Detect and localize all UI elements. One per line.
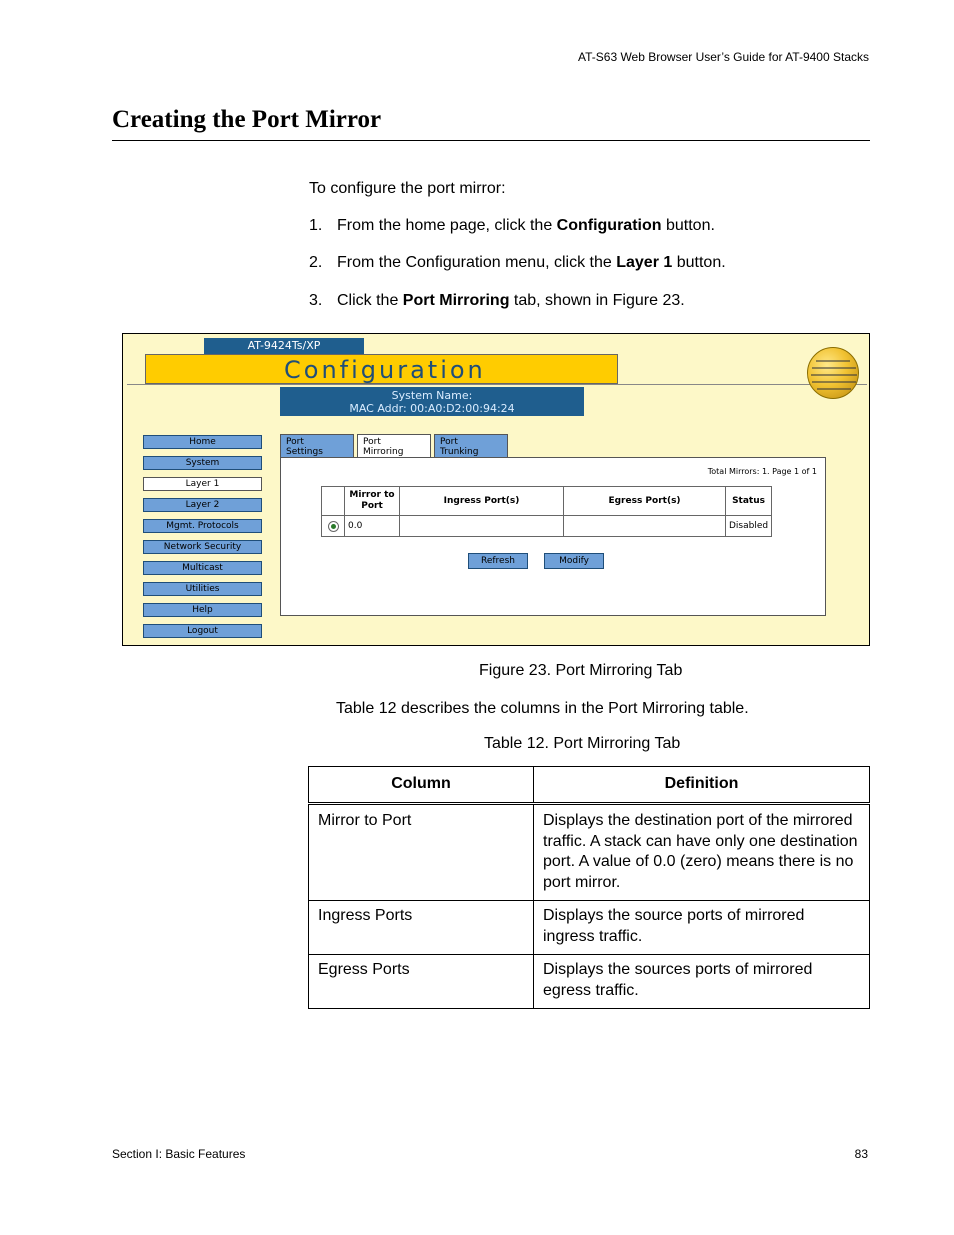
row-select-radio[interactable]: [328, 521, 339, 532]
row-column-name: Mirror to Port: [309, 804, 534, 901]
total-mirrors: Total Mirrors: 1. Page 1 of 1: [707, 467, 817, 476]
nav-help-button[interactable]: Help: [143, 603, 262, 617]
column-header: Column: [309, 767, 534, 804]
status-cell: Disabled: [726, 516, 772, 537]
system-info: System Name: MAC Addr: 00:A0:D2:00:94:24: [280, 387, 584, 416]
row-definition: Displays the destination port of the mirrored traffic. A stack can have only one destination port. A value of 0.0 (zero) means there is no port mirror.: [534, 804, 870, 901]
table-row: [309, 901, 870, 955]
intro-text: To configure the port mirror:: [309, 180, 506, 197]
nav-utilities-button[interactable]: Utilities: [143, 582, 262, 596]
ingress-ports-header: Ingress Port(s): [400, 487, 564, 516]
select-column-header: [322, 487, 345, 516]
modify-button[interactable]: Modify: [544, 553, 604, 569]
step-2: 2. From the Configuration menu, click the Layer 1 button.: [309, 254, 726, 271]
nav-system-button[interactable]: System: [143, 456, 262, 470]
nav-network-security-button[interactable]: Network Security: [143, 540, 262, 554]
mirror-to-port-cell: 0.0: [345, 516, 400, 537]
definition-header: Definition: [534, 767, 870, 804]
status-header: Status: [726, 487, 772, 516]
row-definition: Displays the source ports of mirrored ingress traffic.: [534, 901, 870, 955]
figure-caption: Figure 23. Port Mirroring Tab: [479, 662, 683, 679]
configuration-banner: Configuration: [145, 354, 618, 384]
running-head: AT-S63 Web Browser User’s Guide for AT-9400 Stacks: [577, 50, 869, 64]
nav-home-button[interactable]: Home: [143, 435, 262, 449]
tab-port-mirroring[interactable]: Port Mirroring: [357, 434, 431, 459]
port-mirroring-panel: [280, 457, 826, 616]
table-row: [309, 955, 870, 1009]
table-intro: Table 12 describes the columns in the Port Mirroring table.: [336, 700, 749, 717]
refresh-button[interactable]: Refresh: [468, 553, 528, 569]
tab-port-settings[interactable]: Port Settings: [280, 434, 354, 458]
tab-port-trunking[interactable]: Port Trunking: [434, 434, 508, 458]
model-label: AT-9424Ts/XP: [204, 338, 364, 354]
nav-logout-button[interactable]: Logout: [143, 624, 262, 638]
nav-mgmt-protocols-button[interactable]: Mgmt. Protocols: [143, 519, 262, 533]
mirror-table: [321, 486, 772, 537]
figure-port-mirroring: [122, 333, 870, 646]
ingress-cell: [400, 516, 564, 537]
row-column-name: Egress Ports: [309, 955, 534, 1009]
definition-table: [308, 766, 870, 1009]
row-definition: Displays the sources ports of mirrored egress traffic.: [534, 955, 870, 1009]
title-rule: [112, 140, 870, 141]
mirror-to-port-header: Mirror to Port: [345, 487, 400, 516]
table-caption: Table 12. Port Mirroring Tab: [484, 735, 681, 752]
egress-cell: [564, 516, 726, 537]
nav-layer1-button[interactable]: Layer 1: [143, 477, 262, 491]
nav-multicast-button[interactable]: Multicast: [143, 561, 262, 575]
table-row: [322, 516, 772, 537]
globe-logo-icon: [807, 347, 859, 399]
nav-layer2-button[interactable]: Layer 2: [143, 498, 262, 512]
header-divider: [127, 384, 867, 385]
footer-section: Section I: Basic Features: [112, 1147, 246, 1161]
step-3: 3. Click the Port Mirroring tab, shown in Figure 23.: [309, 292, 685, 309]
section-title: Creating the Port Mirror: [112, 106, 382, 133]
table-row: [309, 804, 870, 901]
step-1: 1. From the home page, click the Configuration button.: [309, 217, 715, 234]
row-column-name: Ingress Ports: [309, 901, 534, 955]
egress-ports-header: Egress Port(s): [564, 487, 726, 516]
page-number: 83: [854, 1147, 868, 1161]
